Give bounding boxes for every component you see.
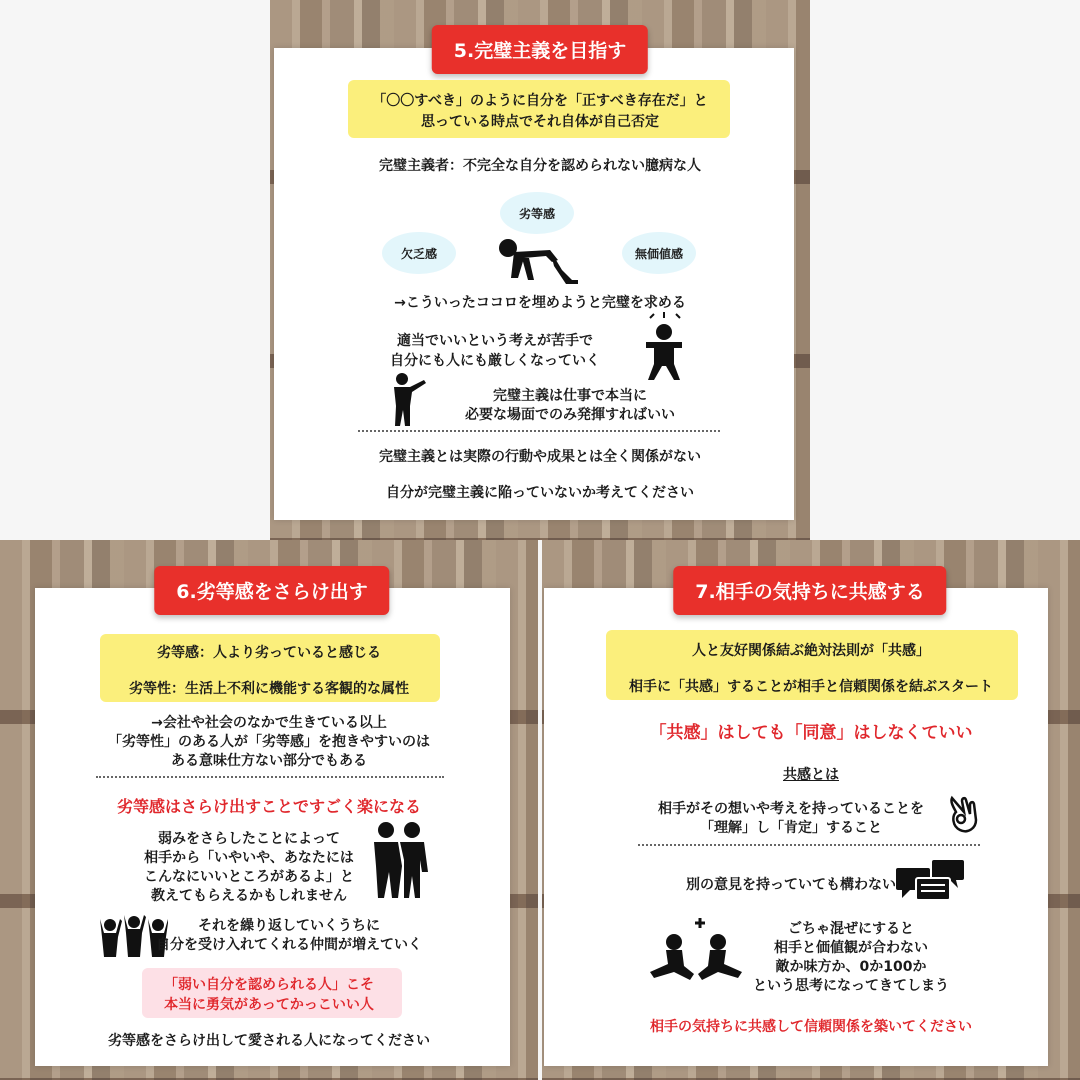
- consoling-people-icon: [372, 820, 428, 900]
- panel-5-bottom-line2: 自分が完璧主義に陥っていないか考えてください: [386, 485, 694, 501]
- angry-person-icon: [640, 312, 688, 382]
- sitting-people-icon: [644, 918, 748, 982]
- speech-bubbles-icon: [896, 860, 966, 906]
- panel-7-opinion-line: 別の意見を持っていても構わない: [686, 877, 896, 893]
- panel-6-weak-line4: 教えてもらえるかもしれません: [151, 888, 347, 904]
- bubble-inferiority: 劣等感: [500, 192, 574, 234]
- panel-5: [270, 0, 810, 540]
- panel-7-mix-line1: ごちゃ混ぜにすると: [788, 921, 914, 937]
- panel-6-weak-line3: こんなにいいところがあるよ」と: [144, 869, 354, 885]
- panel-6-bottom-line: 劣等感をさらけ出して愛される人になってください: [108, 1033, 430, 1049]
- panel-6-arrow-line1: →会社や社会のなかで生きている以上: [151, 715, 387, 731]
- panel-7-red-line: 「共感」はしても「同意」はしなくていい: [649, 723, 973, 743]
- panel-6: [0, 540, 538, 1080]
- panel-5-title: 5.完璧主義を目指す: [432, 25, 648, 74]
- panel-6-repeat-line2: 自分を受け入れてくれる仲間が増えていく: [156, 937, 422, 953]
- panel-5-box-line2: 思っている時点でそれ自体が自己否定: [421, 114, 659, 130]
- panel-7-title: 7.相手の気持ちに共感する: [673, 566, 946, 615]
- panel-5-divider: [358, 430, 720, 432]
- panel-6-repeat-line1: それを繰り返していくうちに: [198, 918, 380, 934]
- panel-5-definition: 完璧主義者：不完全な自分を認められない臆病な人: [379, 158, 701, 174]
- panel-6-weak-line2: 相手から「いやいや、あなたには: [144, 850, 354, 866]
- panel-6-title: 6.劣等感をさらけ出す: [154, 566, 389, 615]
- crawling-person-icon: [498, 236, 580, 286]
- panel-7-mix-line4: という思考になってきてしまう: [753, 978, 949, 994]
- panel-6-divider: [96, 776, 444, 778]
- panel-6-red-line: 劣等感はさらけ出すことですごく楽になる: [116, 797, 421, 816]
- panel-7-divider: [638, 844, 980, 846]
- panel-7-bottom-line: 相手の気持ちに共感して信頼関係を築いてください: [650, 1019, 972, 1035]
- panel-5-work-line2: 必要な場面でのみ発揮すればいい: [465, 407, 675, 423]
- panel-7-mix-line3: 敵か味方か、0か100か: [775, 959, 927, 975]
- panel-7-mix-line2: 相手と価値観が合わない: [774, 940, 928, 956]
- panel-7-def-line2: 「理解」し「肯定」すること: [700, 820, 882, 836]
- panel-7-heading: 共感とは: [783, 767, 839, 783]
- panel-5-arrow-line: →こういったココロを埋めようと完璧を求める: [394, 295, 686, 311]
- panel-6-weak-line1: 弱みをさらしたことによって: [158, 831, 340, 847]
- panel-6-pink-line2: 本当に勇気があってかっこいい人: [164, 997, 374, 1013]
- panel-7-def-line1: 相手がその想いや考えを持っていることを: [658, 801, 924, 817]
- panel-6-box-line2: 劣等性：生活上不利に機能する客観的な属性: [129, 681, 409, 697]
- panel-6-pink-line1: 「弱い自分を認められる人」こそ: [164, 977, 374, 993]
- bubble-worthlessness: 無価値感: [622, 232, 696, 274]
- panel-5-strict-line1: 適当でいいという考えが苦手で: [397, 333, 593, 349]
- panel-5-bottom-line1: 完璧主義とは実際の行動や成果とは全く関係がない: [379, 449, 701, 465]
- panel-7: [542, 540, 1080, 1080]
- panel-6-arrow-line2: 「劣等性」のある人が「劣等感」を抱きやすいのは: [108, 734, 430, 750]
- bubble-deficiency: 欠乏感: [382, 232, 456, 274]
- panel-5-strict-line2: 自分にも人にも厳しくなっていく: [390, 353, 600, 369]
- panel-6-arrow-line3: ある意味仕方ない部分でもある: [171, 753, 367, 769]
- panel-7-box-line2: 相手に「共感」することが相手と信頼関係を結ぶスタート: [629, 679, 993, 695]
- panel-5-work-line1: 完璧主義は仕事で本当に: [493, 388, 647, 404]
- ok-hand-icon: [946, 794, 980, 834]
- panel-5-box-line1: 「〇〇すべき」のように自分を「正すべき存在だ」と: [372, 93, 708, 109]
- panel-6-box-line1: 劣等感：人より劣っていると感じる: [157, 645, 381, 661]
- panel-7-box-line1: 人と友好関係結ぶ絶対法則が「共感」: [692, 643, 930, 659]
